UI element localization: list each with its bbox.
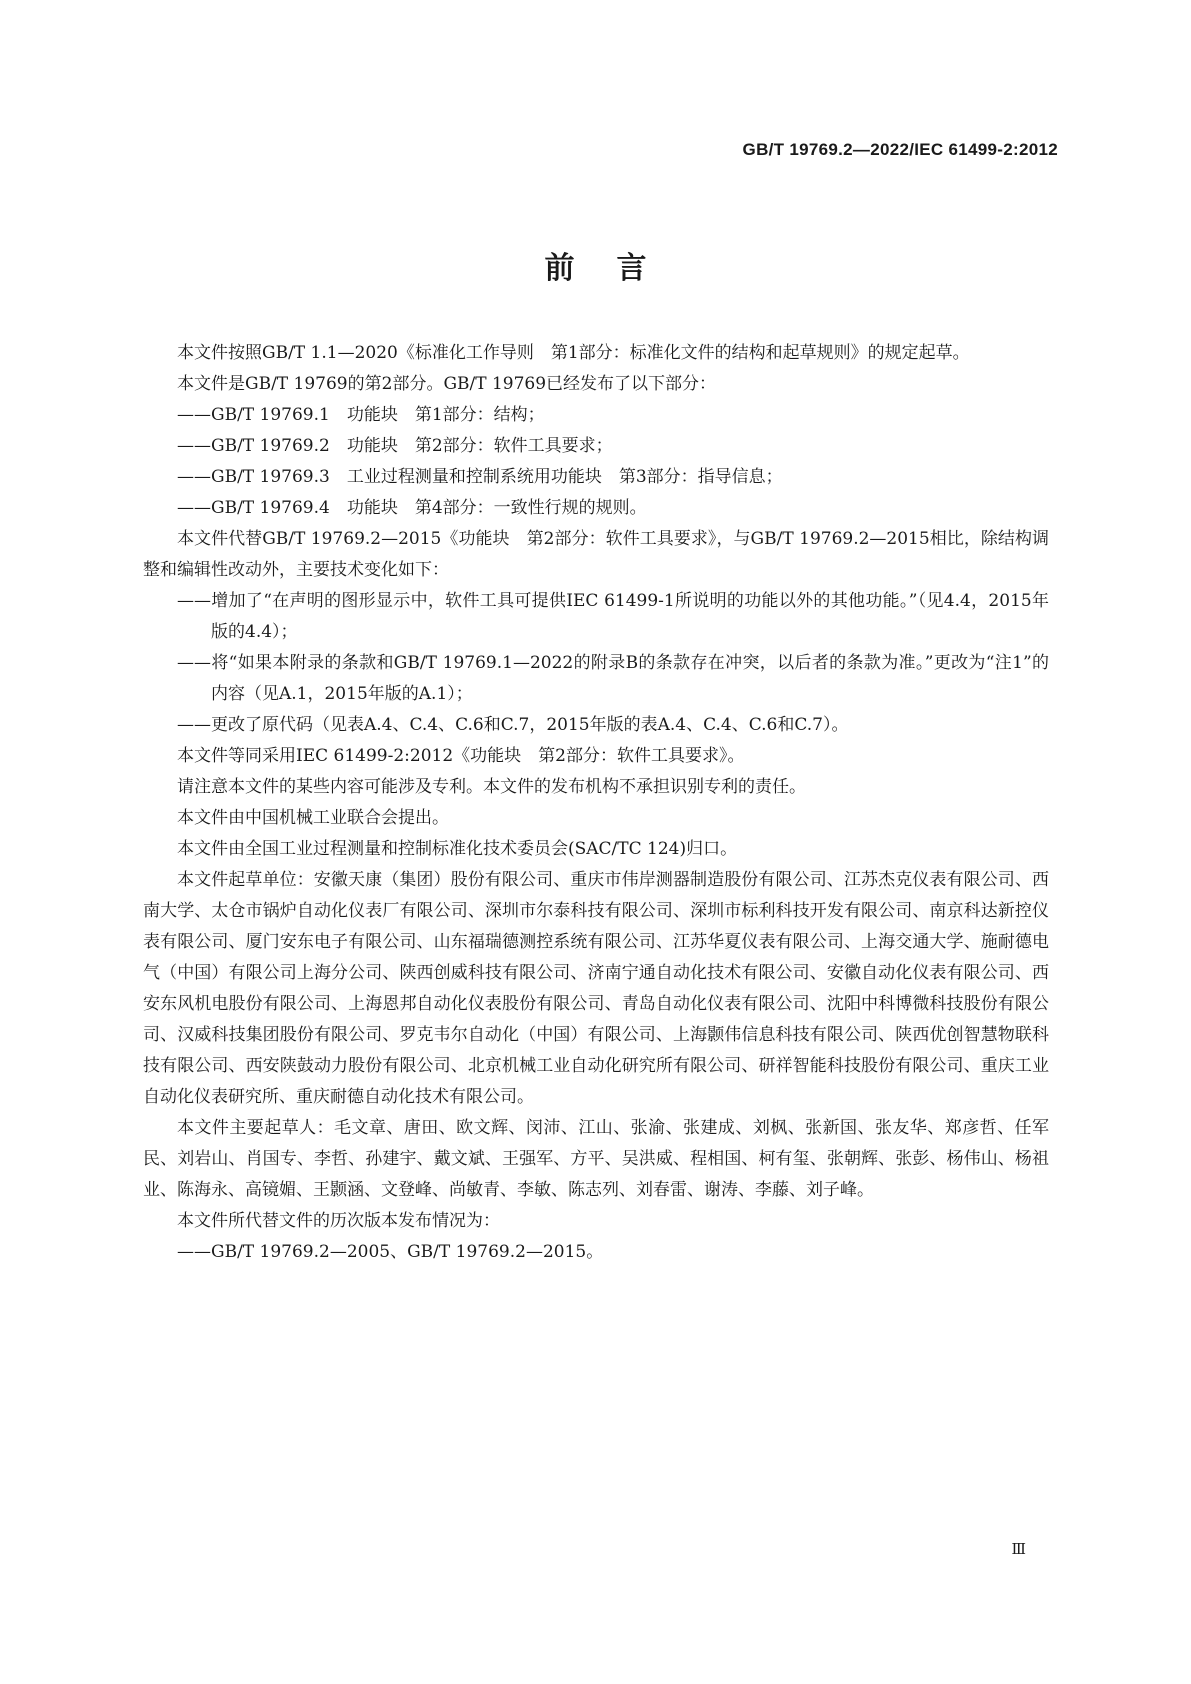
page-title: 前言: [544, 251, 689, 286]
standard-code-header: GB/T 19769.2—2022/IEC 61499-2:2012: [742, 140, 1058, 159]
paragraph-drafting-rules: 本文件按照GB/T 1.1—2020《标准化工作导则 第1部分：标准化文件的结构和起草规则》的规定起草。: [177, 343, 970, 363]
paragraph-drafting-units: 本文件起草单位：安徽天康（集团）股份有限公司、重庆市伟岸测器制造股份有限公司、江苏杰克仪表有限公司、西南大学、太仓市锅炉自动化仪表厂有限公司、深圳市尔泰科技有限公司、深圳市标利科技开发有限公司、南京科达新控仪表有限公司、厦门安东电子有限公司、山东福瑞德测控系统有限公司、江苏华夏仪表有限公司、上海交通大学、施耐德电气（中国）有限公司上海分公司、陕西创威科技有限公司、济南宁通自动化技术有限公司、安徽自动化仪表有限公司、西安东风机电股份有限公司、上海恩邦自动化仪表股份有限公司、青岛自动化仪表有限公司、沈阳中科博微科技股份有限公司、汉威科技集团股份有限公司、罗克韦尔自动化（中国）有限公司、上海颢伟信息科技有限公司、陕西优创智慧物联科技有限公司、西安陕鼓动力股份有限公司、北京机械工业自动化研究所有限公司、研祥智能科技股份有限公司、重庆工业自动化仪表研究所、重庆耐德自动化技术有限公司。: [143, 870, 1049, 1107]
paragraph-patent-notice: 请注意本文件的某些内容可能涉及专利。本文件的发布机构不承担识别专利的责任。: [177, 777, 806, 797]
paragraph-history-intro: 本文件所代替文件的历次版本发布情况为：: [177, 1211, 500, 1231]
paragraph-replacement: 本文件代替GB/T 19769.2—2015《功能块 第2部分：软件工具要求》，与GB/T 19769.2—2015相比，除结构调整和编辑性改动外，主要技术变化如下：: [143, 529, 1049, 580]
foreword-body: [143, 338, 1049, 1268]
list-item-change-2: ——将“如果本附录的条款和GB/T 19769.1—2022的附录B的条款存在冲突，以后者的条款为准。”更改为“注1”的内容（见A.1，2015年版的A.1）；: [177, 653, 1049, 704]
paragraph-drafters: 本文件主要起草人：毛文章、唐田、欧文辉、闵沛、江山、张渝、张建成、刘枫、张新国、张友华、郑彦哲、任军民、刘岩山、肖国专、李哲、孙建宇、戴文斌、王强军、方平、吴洪威、程相国、柯有玺、张朝辉、张彭、杨伟山、杨祖业、陈海永、高镜媚、王颢涵、文登峰、尚敏青、李敏、陈志列、刘春雷、谢涛、李藤、刘子峰。: [143, 1118, 1049, 1200]
list-item-part-2: ——GB/T 19769.2 功能块 第2部分：软件工具要求；: [177, 436, 613, 456]
list-item-change-3: ——更改了原代码（见表A.4、C.4、C.6和C.7，2015年版的表A.4、C.4、C.6和C.7）。: [177, 715, 849, 735]
page-number: Ⅲ: [1011, 1540, 1026, 1558]
list-item-part-1: ——GB/T 19769.1 功能块 第1部分：结构；: [177, 405, 545, 425]
list-item-part-3: ——GB/T 19769.3 工业过程测量和控制系统用功能块 第3部分：指导信息；: [177, 467, 783, 487]
list-item-history: ——GB/T 19769.2—2005、GB/T 19769.2—2015。: [177, 1242, 604, 1262]
list-item-part-4: ——GB/T 19769.4 功能块 第4部分：一致性行规的规则。: [177, 498, 647, 518]
paragraph-series-intro: 本文件是GB/T 19769的第2部分。GB/T 19769已经发布了以下部分：: [177, 374, 717, 394]
list-item-change-1: ——增加了“在声明的图形显示中，软件工具可提供IEC 61499-1所说明的功能以外的其他功能。”（见4.4，2015年版的4.4）；: [177, 591, 1049, 642]
paragraph-equivalence: 本文件等同采用IEC 61499-2:2012《功能块 第2部分：软件工具要求》。: [177, 746, 745, 766]
paragraph-proposer: 本文件由中国机械工业联合会提出。: [177, 808, 449, 828]
paragraph-committee: 本文件由全国工业过程测量和控制标准化技术委员会(SAC/TC 124)归口。: [177, 839, 738, 859]
